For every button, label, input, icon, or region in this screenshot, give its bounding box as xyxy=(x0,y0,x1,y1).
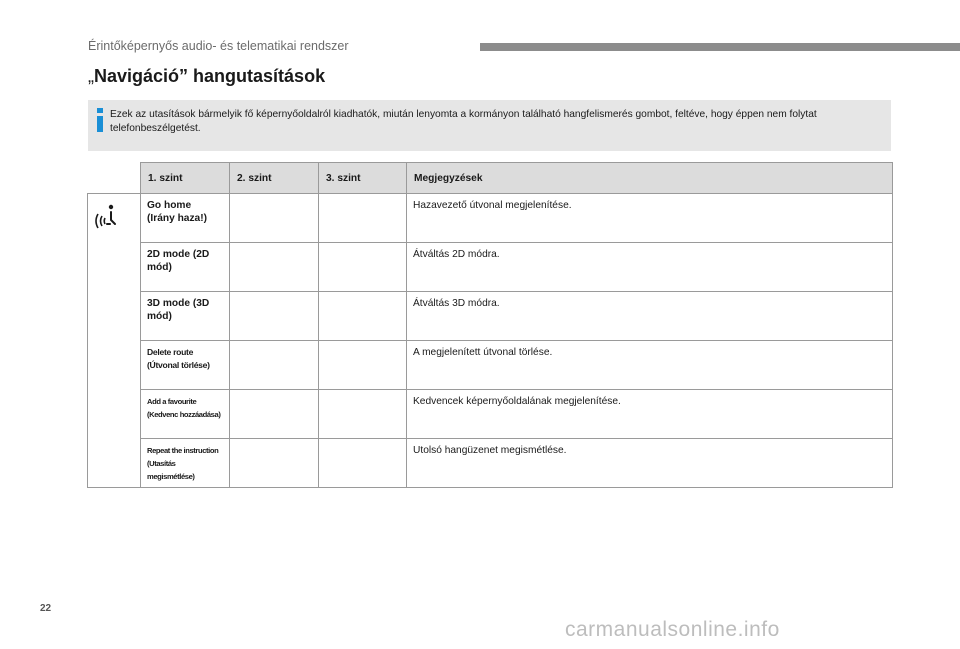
column-header-level3: 3. szint xyxy=(319,163,407,194)
section-title-suffix: ” hangutasítások xyxy=(179,66,326,86)
note-cell xyxy=(407,390,893,439)
note-cell xyxy=(407,341,893,390)
level2-cell xyxy=(230,243,319,292)
level1-line2: (Útvonal törlése) xyxy=(147,360,210,370)
info-box xyxy=(88,100,891,151)
level3-cell xyxy=(319,341,407,390)
level1-line2: mód) xyxy=(147,262,172,273)
note-cell xyxy=(407,194,893,243)
column-header-level2: 2. szint xyxy=(230,163,319,194)
level1-cell xyxy=(141,292,230,341)
table-row xyxy=(88,341,893,390)
note-text: Átváltás 3D módra. xyxy=(413,298,500,309)
level1-line1: Go home xyxy=(147,200,192,211)
level3-cell xyxy=(319,390,407,439)
table-row xyxy=(88,194,893,243)
column-header-notes: Megjegyzések xyxy=(407,163,893,194)
level2-cell xyxy=(230,194,319,243)
level1-line1: Add a favourite xyxy=(147,397,197,406)
section-title-prefix: „ xyxy=(88,66,94,86)
note-text: Hazavezető útvonal megjelenítése. xyxy=(413,200,572,211)
level1-line2: (Utasítás megismétlése) xyxy=(147,459,195,481)
page-header-title: Érintőképernyős audio- és telematikai rendszer xyxy=(88,39,349,53)
level2-cell xyxy=(230,390,319,439)
level1-cell xyxy=(141,439,230,488)
note-text: Kedvencek képernyőoldalának megjelenítése. xyxy=(413,396,621,407)
section-title-main: Navigáció xyxy=(94,66,180,86)
level1-line2: mód) xyxy=(147,311,172,322)
level1-line2: (Irány haza!) xyxy=(147,213,208,224)
icon-cell xyxy=(88,194,141,488)
table-row xyxy=(88,292,893,341)
note-text: A megjelenített útvonal törlése. xyxy=(413,347,553,358)
voice-command-icon xyxy=(94,202,120,232)
level2-cell xyxy=(230,341,319,390)
level2-cell xyxy=(230,292,319,341)
note-cell xyxy=(407,292,893,341)
level1-line1: Delete route xyxy=(147,347,194,357)
level3-cell xyxy=(319,439,407,488)
page-number: 22 xyxy=(40,603,52,614)
note-cell xyxy=(407,439,893,488)
level1-line1: Repeat the instruction xyxy=(147,446,219,455)
table-row xyxy=(88,439,893,488)
table-row xyxy=(88,243,893,292)
level1-line1: 2D mode (2D xyxy=(147,249,210,260)
watermark: carmanualsonline.info xyxy=(565,618,780,641)
header-bar xyxy=(480,43,960,51)
level1-cell xyxy=(141,341,230,390)
info-icon xyxy=(94,108,106,132)
level1-cell xyxy=(141,194,230,243)
level3-cell xyxy=(319,292,407,341)
level1-line2: (Kedvenc hozzáadása) xyxy=(147,410,221,419)
level2-cell xyxy=(230,439,319,488)
column-header-level1: 1. szint xyxy=(141,163,230,194)
note-cell xyxy=(407,243,893,292)
table-header-blank xyxy=(88,163,141,194)
note-text: Átváltás 2D módra. xyxy=(413,249,500,260)
voice-command-table xyxy=(87,162,893,488)
table-header-row xyxy=(88,163,893,194)
level1-line1: 3D mode (3D xyxy=(147,298,210,309)
level3-cell xyxy=(319,243,407,292)
table-row xyxy=(88,390,893,439)
level1-cell xyxy=(141,243,230,292)
note-text: Utolsó hangüzenet megismétlése. xyxy=(413,445,567,456)
level1-cell xyxy=(141,390,230,439)
section-title xyxy=(88,66,325,87)
level3-cell xyxy=(319,194,407,243)
info-text: Ezek az utasítások bármelyik fő képernyőoldalról kiadhatók, miután lenyomta a kormányon található hangfelismerés gombot, feltéve, hogy éppen nem folytat telefonbeszélgetést. xyxy=(110,109,817,134)
